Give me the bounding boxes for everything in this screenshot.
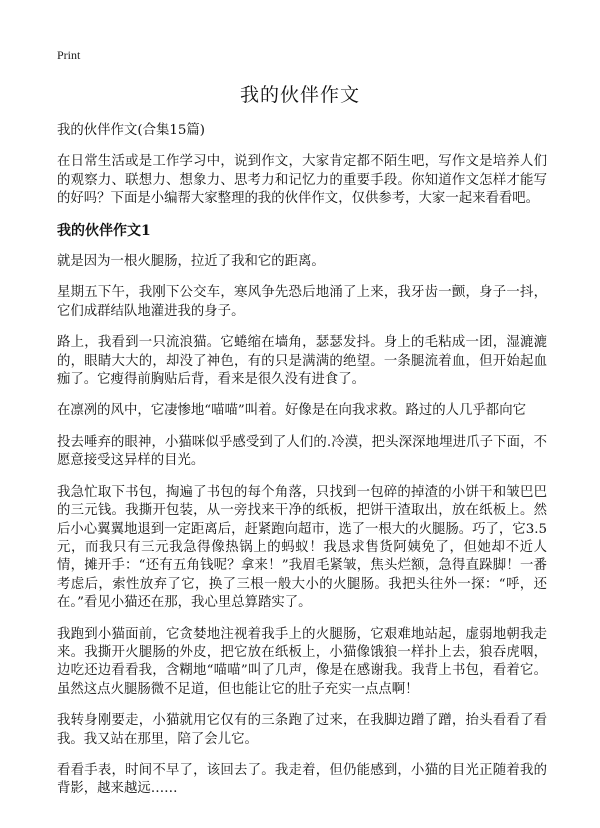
body-paragraph: 我跑到小猫面前，它贪婪地注视着我手上的火腿肠，它艰难地站起，虚弱地朝我走来。我撕开火腿肠的外皮，把它放在纸板上，小猫像饿狼一样扑上去，狼吞虎咽，边吃还边看看我，含糊地“喵喵”叫了几声，像是在感谢我。我背上书包，看着它。虽然这点火腿肠微不足道，但也能让它的肚子充实一点点啊！: [57, 626, 547, 697]
body-paragraph: 星期五下午，我刚下公交车，寒风争先恐后地涌了上来，我牙齿一颤，身子一抖，它们成群结队地灌进我的身子。: [57, 285, 547, 319]
body-paragraph: 投去唾弃的眼神，小猫咪似乎感受到了人们的.冷漠，把头深深地埋进爪子下面，不愿意接受这异样的目光。: [57, 434, 547, 469]
body-paragraph: 在凛冽的风中，它凄惨地“喵喵”叫着。好像是在向我求救。路过的人几乎都向它: [57, 403, 526, 419]
body-paragraph: 我转身刚要走，小猫就用它仅有的三条跑了过来，在我脚边蹭了蹭，抬头看看了看我。我又站在那里，陪了会儿它。: [57, 713, 547, 747]
page-title: 我的伙伴作文: [239, 84, 360, 106]
intro-paragraph: 在日常生活或是工作学习中，说到作文，大家肯定都不陌生吧，写作文是培养人们的观察力、联想力、想象力、思考力和记忆力的重要手段。你知道作文怎样才能写的好吗？下面是小编帮大家整理的我的伙伴作文，仅供参考，大家一起来看看吧。: [57, 154, 547, 207]
body-paragraph: 路上，我看到一只流浪猫。它蜷缩在墙角，瑟瑟发抖。身上的毛粘成一团，湿漉漉的，眼睛大大的，却没了神色，有的只是满满的绝望。一条腿流着血，但开始起血痂了。它瘦得前胸贴后背，看来是很久没有进食了。: [57, 335, 547, 388]
body-paragraph: 看看手表，时间不早了，该回去了。我走着，但仍能感到，小猫的目光正随着我的背影，越来越远……: [57, 762, 547, 797]
body-paragraph: 我急忙取下书包，掏遍了书包的每个角落，只找到一包碎的掉渣的小饼干和皱巴巴的三元钱。我撕开包装，从一旁找来干净的纸板，把饼干渣取出，放在纸板上。然后小心翼翼地退到一定距离后，赶紧跑向超市，选了一根大的火腿肠。巧了，它3.5元，而我只有三元我急得像热锅上的蚂蚁！我恳求售货阿姨免了，但她却不近人情，摊开手：“还有五角钱呢？拿来！”我眉毛紧皱，焦头烂额，急得直跺脚！一番考虑后，索性放弃了它，换了三根一般大小的火腿肠。我把头往外一探：“呼，还在。”看见小猫还在那，我心里总算踏实了。: [57, 484, 547, 611]
section-heading: 我的伙伴作文1: [57, 222, 151, 239]
print-label: Print: [57, 48, 81, 62]
document-subtitle: 我的伙伴作文(合集15篇): [57, 123, 206, 138]
document-body: [57, 122, 547, 812]
body-paragraph: 就是因为一根火腿肠，拉近了我和它的距离。: [57, 254, 325, 270]
